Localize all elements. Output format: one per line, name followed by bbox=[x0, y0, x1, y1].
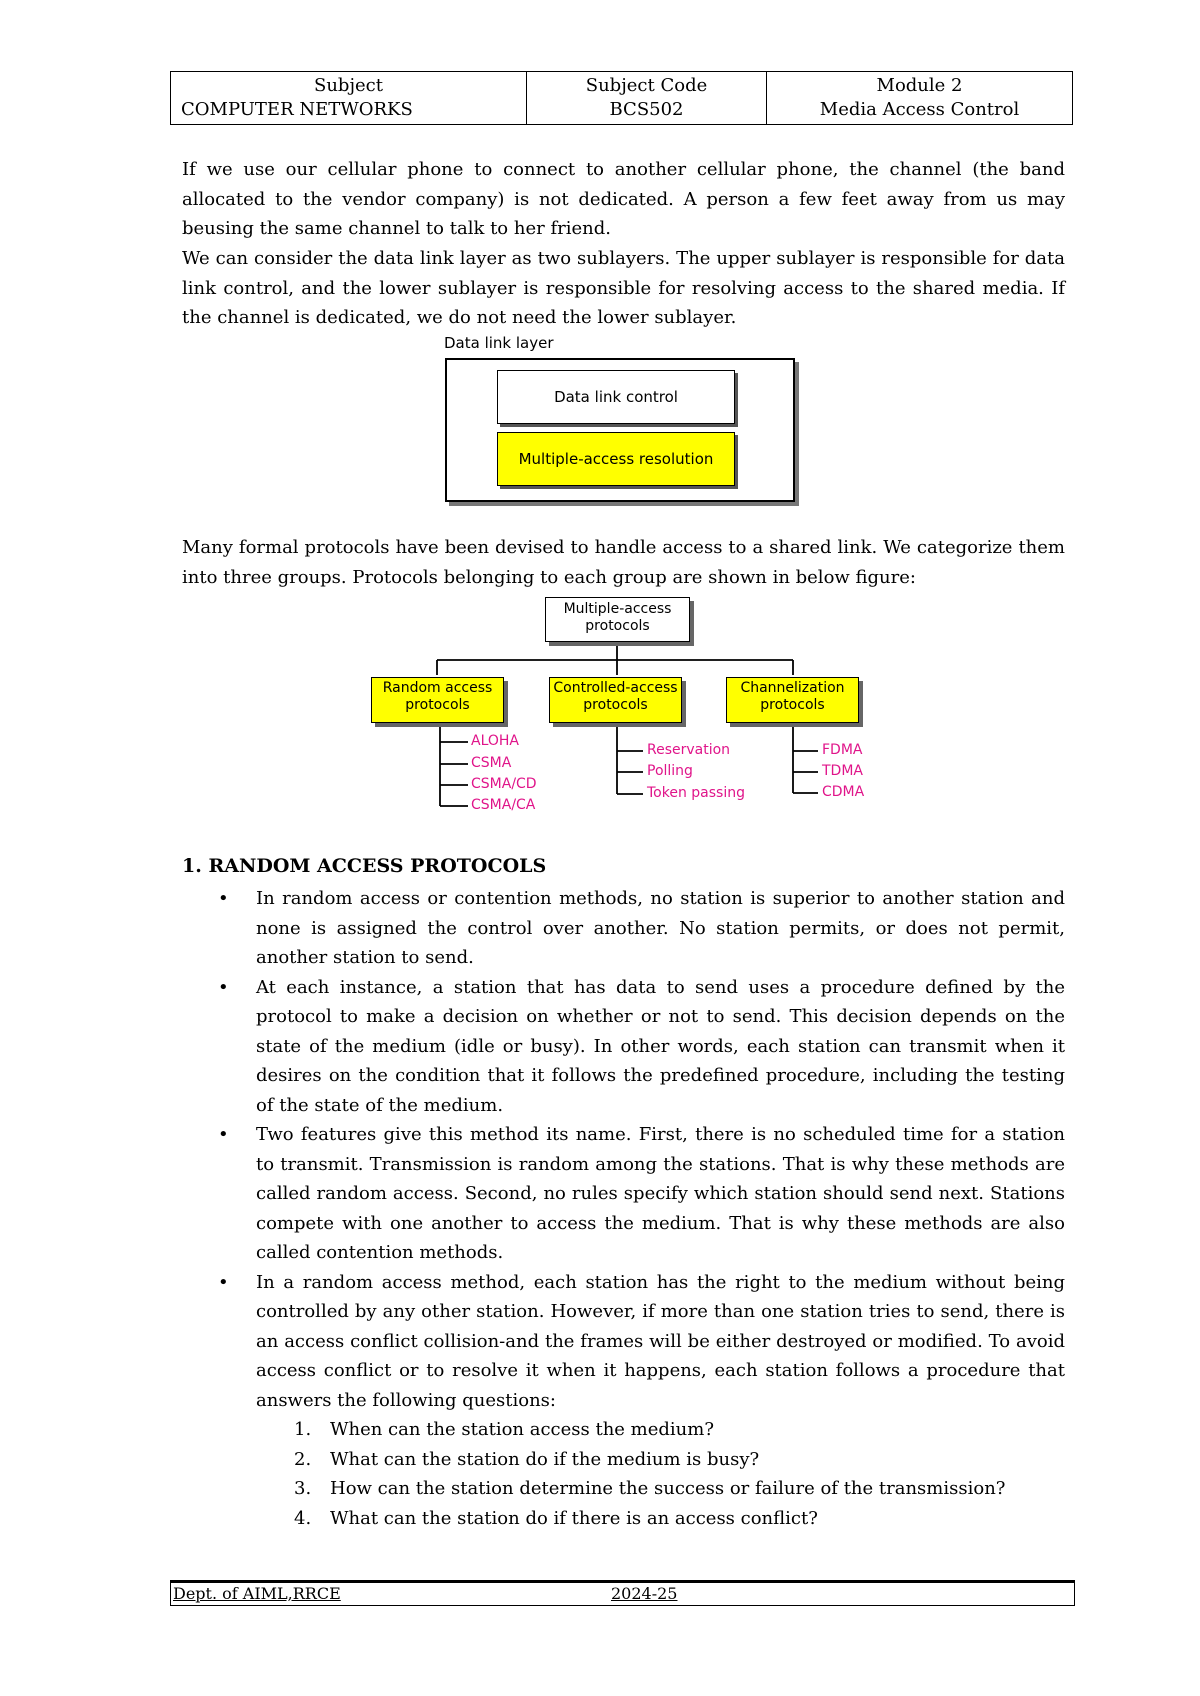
intro-paragraph-1: If we use our cellular phone to connect to another cellular phone, the channel (the band allocated to the vendor company) is not dedicated. A person a few feet away from us may beusing the same channel to talk to her friend. bbox=[182, 159, 1065, 239]
question-number: 3. bbox=[294, 1478, 312, 1499]
groups-paragraph: Many formal protocols have been devised to handle access to a shared link. We categorize them into three groups. Protocols belonging to each group are shown in below figure: bbox=[182, 537, 1065, 588]
question-text: What can the station do if there is an access conflict? bbox=[330, 1507, 818, 1529]
question-item bbox=[256, 1474, 1065, 1504]
question-number: 2. bbox=[294, 1448, 312, 1470]
module-cell bbox=[767, 72, 1073, 125]
question-item bbox=[256, 1445, 1065, 1475]
section-title: 1. RANDOM ACCESS PROTOCOLS bbox=[182, 855, 547, 877]
protocol-token-passing: Token passing bbox=[647, 785, 745, 801]
questions-list bbox=[256, 1415, 1065, 1533]
bullet-text: In random access or contention methods, no station is superior to another station and none is assigned the control over another. No station permits, or does not permit, another station to send. bbox=[256, 888, 1065, 968]
module-value: Media Access Control bbox=[819, 99, 1020, 120]
subject-code-label: Subject Code bbox=[585, 75, 708, 96]
bullet-icon: • bbox=[218, 888, 229, 909]
question-text: What can the station do if the medium is busy? bbox=[330, 1448, 760, 1470]
protocol-csma-cd: CSMA/CD bbox=[471, 776, 537, 792]
bullet-text: Two features give this method its name. First, there is no scheduled time for a station to transmit. Transmission is random among the stations. That is why these methods are called random access. Second, no rules specify which station should send next. Stations compete with one another to access the medium. That is why these methods are also called contention methods. bbox=[256, 1124, 1065, 1263]
intro-paragraph-2: We can consider the data link layer as two sublayers. The upper sublayer is responsible for data link control, and the lower sublayer is responsible for resolving access to the shared media. If the channel is dedicated, we do not need the lower sublayer. bbox=[182, 248, 1065, 328]
question-number: 1. bbox=[294, 1419, 312, 1440]
subject-value: COMPUTER NETWORKS bbox=[181, 99, 413, 120]
bullet-item bbox=[182, 973, 1065, 1121]
bullet-item bbox=[182, 1268, 1065, 1534]
question-item bbox=[256, 1504, 1065, 1534]
subject-code-cell bbox=[527, 72, 767, 125]
multiple-access-resolution-box: Multiple-access resolution bbox=[497, 432, 735, 486]
module-label: Module 2 bbox=[876, 75, 963, 96]
channelization-protocols-box: Channelization protocols bbox=[726, 677, 859, 723]
protocol-cdma: CDMA bbox=[822, 784, 865, 800]
bullet-icon: • bbox=[218, 1271, 229, 1293]
protocol-csma-ca: CSMA/CA bbox=[471, 797, 536, 813]
bullet-item bbox=[182, 1120, 1065, 1268]
bullet-icon: • bbox=[218, 976, 229, 998]
protocol-polling: Polling bbox=[647, 763, 693, 779]
data-link-layer-title: Data link layer bbox=[444, 334, 554, 352]
random-access-protocols-box: Random access protocols bbox=[371, 677, 504, 723]
multiple-access-protocols-box: Multiple-access protocols bbox=[545, 597, 690, 642]
protocol-aloha: ALOHA bbox=[471, 733, 520, 749]
protocol-csma: CSMA bbox=[471, 755, 512, 771]
data-link-layer-diagram bbox=[445, 358, 795, 502]
subject-code-value: BCS502 bbox=[609, 99, 684, 120]
bullet-item bbox=[182, 884, 1065, 973]
bullet-text: In a random access method, each station has the right to the medium without being controlled by any other station. However, if more than one station tries to send, there is an access conflict collision-and the frames will be either destroyed or modified. To avoid access conflict or to resolve it when it happens, each station follows a procedure that answers the following questions: bbox=[256, 1271, 1065, 1411]
footer-year: 2024-25 bbox=[611, 1584, 678, 1603]
question-text: When can the station access the medium? bbox=[330, 1419, 714, 1440]
protocol-reservation: Reservation bbox=[647, 742, 731, 758]
data-link-control-box: Data link control bbox=[497, 370, 735, 424]
header-table bbox=[170, 71, 1073, 125]
random-access-bullets bbox=[182, 884, 1065, 1533]
footer-department: Dept. of AIML,RRCE bbox=[173, 1584, 341, 1603]
page-footer bbox=[170, 1580, 1075, 1606]
bullet-icon: • bbox=[218, 1124, 229, 1145]
bullet-text: At each instance, a station that has data to send uses a procedure defined by the protocol to make a decision on whether or not to send. This decision depends on the state of the medium (idle or busy). In other words, each station can transmit when it desires on the condition that it follows the predefined procedure, including the testing of the state of the medium. bbox=[256, 976, 1065, 1116]
question-item bbox=[256, 1415, 1065, 1445]
subject-cell bbox=[171, 72, 527, 125]
protocol-fdma: FDMA bbox=[822, 742, 863, 758]
protocol-tdma: TDMA bbox=[822, 763, 863, 779]
question-text: How can the station determine the success or failure of the transmission? bbox=[330, 1478, 1006, 1499]
question-number: 4. bbox=[294, 1507, 312, 1529]
controlled-access-protocols-box: Controlled-access protocols bbox=[549, 677, 682, 723]
subject-label: Subject bbox=[314, 75, 383, 96]
